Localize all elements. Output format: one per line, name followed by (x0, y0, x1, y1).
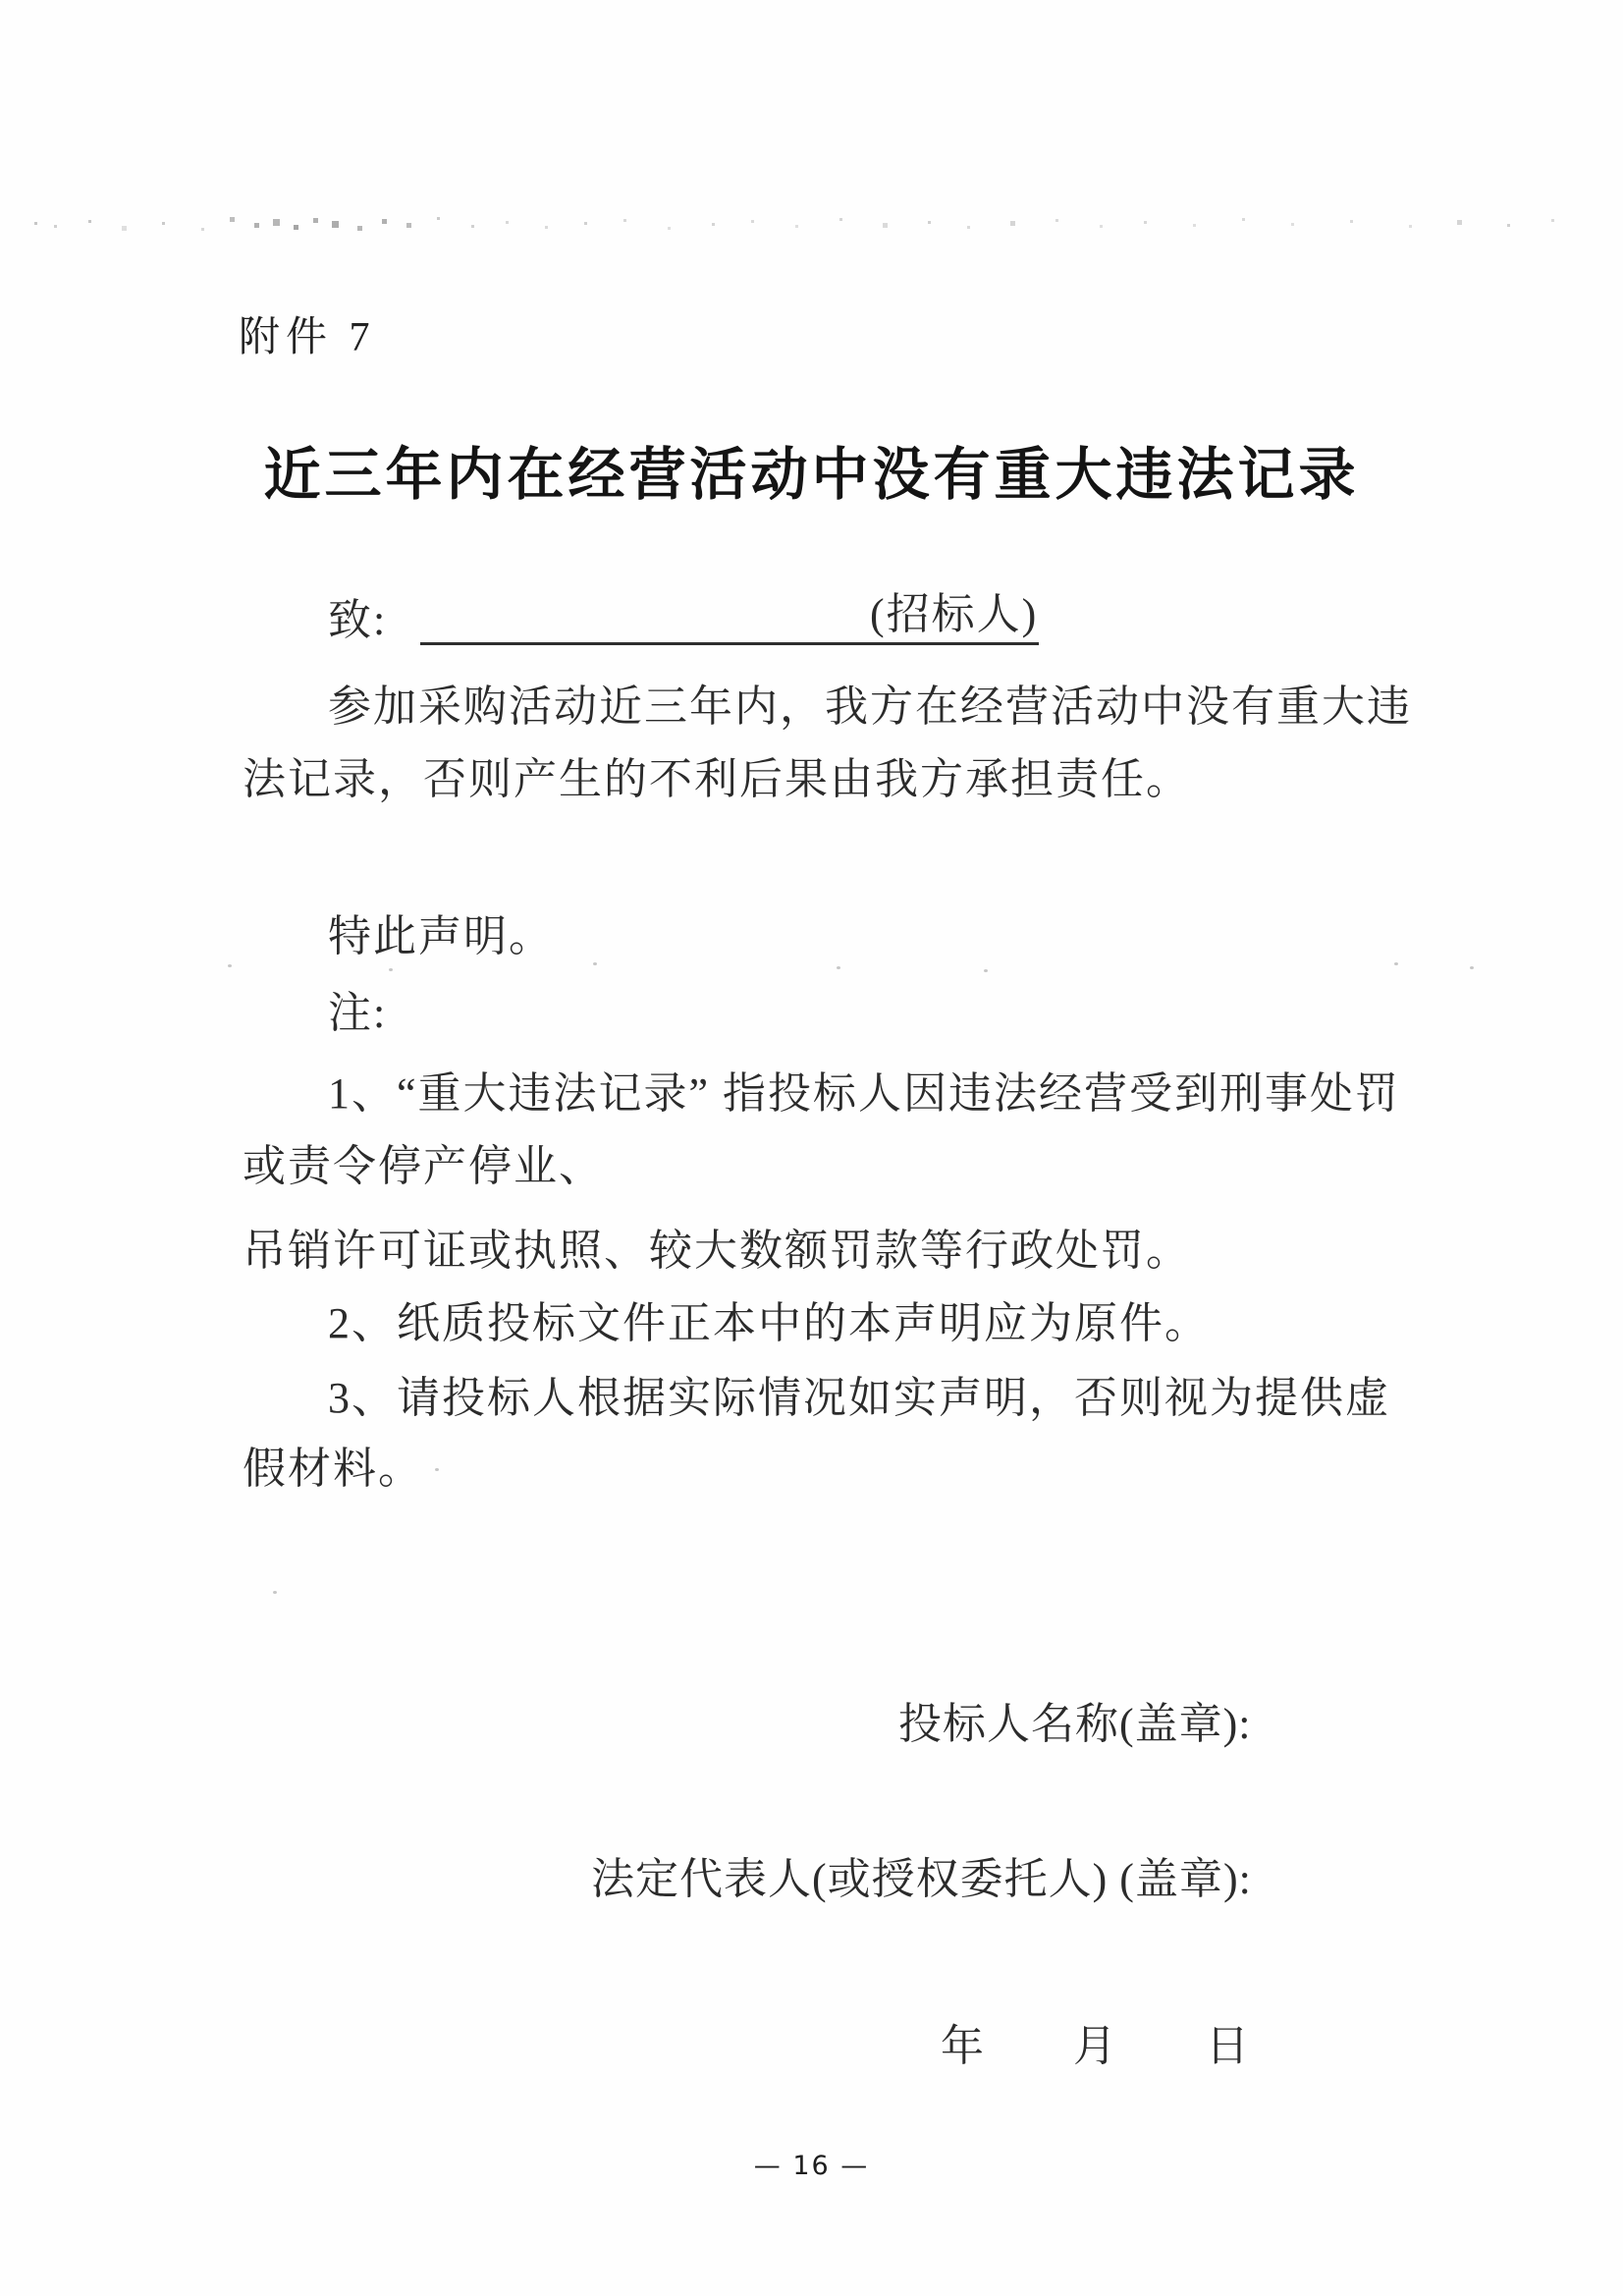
salutation-prefix: 致: (328, 596, 388, 644)
date-month-label: 月 (1073, 2022, 1118, 2070)
scan-speck (1394, 962, 1398, 965)
scan-speck (273, 1591, 277, 1594)
declaration-line-1: 参加采购活动近三年内，我方在经营活动中没有重大违 (328, 683, 1412, 731)
note-1-line-2: 或责令停产停业、 (243, 1142, 604, 1190)
note-2-line: 2、纸质投标文件正本中的本声明应为原件。 (328, 1299, 1210, 1347)
scan-speck (435, 1468, 439, 1471)
note-3-line-1: 3、请投标人根据实际情况如实声明，否则视为提供虚 (328, 1374, 1390, 1422)
scan-speck (984, 969, 988, 972)
statement-line: 特此声明。 (328, 912, 554, 960)
scan-noise-band (34, 222, 37, 225)
note-1-line-3: 吊销许可证或执照、较大数额罚款等行政处罚。 (243, 1227, 1191, 1275)
date-line (941, 2019, 1251, 2073)
scan-speck (228, 964, 232, 967)
scan-speck (389, 968, 393, 971)
legal-representative-seal-label: 法定代表人(或授权委托人) (盖章): (591, 1855, 1252, 1903)
date-day-label: 日 (1206, 2022, 1251, 2070)
note-1-line-1: 1、“重大违法记录” 指投标人因违法经营受到刑事处罚 (328, 1069, 1401, 1118)
document-title: 近三年内在经营活动中没有重大违法记录 (263, 443, 1360, 507)
bidder-seal-label: 投标人名称(盖章): (898, 1700, 1252, 1748)
scan-speck (1470, 966, 1474, 969)
scan-speck (837, 966, 840, 969)
scan-speck (593, 962, 597, 965)
salutation-recipient-label: (招标人) (870, 590, 1039, 638)
page-number: — 16 — (753, 2151, 870, 2181)
notes-label: 注: (328, 989, 388, 1037)
attachment-label: 附件 7 (239, 315, 376, 360)
date-year-label: 年 (941, 2022, 986, 2070)
declaration-line-2: 法记录，否则产生的不利后果由我方承担责任。 (243, 755, 1191, 803)
note-3-line-2: 假材料。 (243, 1445, 423, 1493)
